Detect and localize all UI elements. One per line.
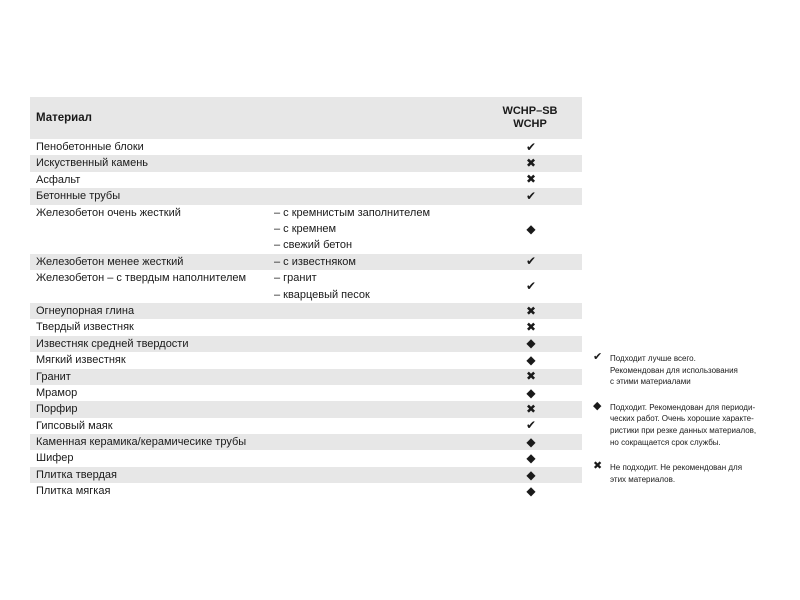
table-row xyxy=(30,369,582,385)
material-subtype: – с кремнем xyxy=(274,222,337,235)
table-row xyxy=(30,205,582,254)
diamond-icon: ◆ xyxy=(526,451,536,466)
cross-icon: ✖ xyxy=(525,401,537,416)
table-row xyxy=(30,385,582,401)
product-header-line1: WCHP–SB xyxy=(502,105,558,117)
legend-text xyxy=(610,462,793,485)
legend-text xyxy=(610,402,793,448)
material-name: Гранит xyxy=(36,370,71,383)
legend-item xyxy=(593,462,793,485)
product-column-header xyxy=(490,105,570,131)
material-name: Плитка твердая xyxy=(36,468,117,481)
material-subtypes xyxy=(274,270,370,303)
check-icon: ✔ xyxy=(525,254,537,269)
diamond-icon: ◆ xyxy=(526,385,536,400)
check-icon: ✔ xyxy=(525,139,537,154)
legend-line: но сокращается срок службы. xyxy=(610,437,721,447)
table-row xyxy=(30,172,582,188)
legend-text xyxy=(610,353,793,388)
diamond-icon: ◆ xyxy=(593,399,602,412)
legend-line: Не подходит. Не рекомендован для xyxy=(610,463,743,473)
material-subtypes xyxy=(274,205,430,254)
material-column-header: Материал xyxy=(36,112,92,124)
diamond-icon: ◆ xyxy=(526,483,536,498)
material-name: Мрамор xyxy=(36,386,78,399)
legend-line: Подходит. Рекомендован для периоди- xyxy=(610,402,756,412)
compatibility-table xyxy=(30,97,582,500)
material-name: Твердый известняк xyxy=(36,321,134,334)
table-row xyxy=(30,254,582,270)
diamond-icon: ◆ xyxy=(526,336,536,351)
legend xyxy=(593,353,793,499)
cross-icon: ✖ xyxy=(525,156,537,171)
material-name: Железобетон – с твердым наполнителем xyxy=(36,272,247,285)
table-header xyxy=(30,97,582,139)
table-row xyxy=(30,418,582,434)
diamond-icon: ◆ xyxy=(526,434,536,449)
material-name: Плитка мягкая xyxy=(36,485,111,498)
table-row xyxy=(30,483,582,499)
material-name: Известняк средней твердости xyxy=(36,337,189,350)
material-subtype: – с кремнистым заполнителем xyxy=(274,206,431,219)
legend-line: с этими материалами xyxy=(610,377,691,387)
material-subtype: – свежий бетон xyxy=(274,239,353,252)
material-name: Каменная керамика/керамичесике трубы xyxy=(36,436,247,449)
material-name: Шифер xyxy=(36,452,74,465)
legend-item xyxy=(593,399,793,448)
material-subtype: – кварцевый песок xyxy=(274,288,370,301)
legend-line: ческих работ. Очень хорошие характе- xyxy=(610,414,754,424)
cross-icon: ✖ xyxy=(593,460,603,473)
material-name: Пенобетонные блоки xyxy=(36,141,144,153)
table-body xyxy=(30,139,582,500)
material-subtype: – с известняком xyxy=(274,255,356,268)
table-row xyxy=(30,139,582,155)
table-row xyxy=(30,155,582,171)
material-name: Железобетон очень жесткий xyxy=(36,206,181,219)
check-icon: ✔ xyxy=(593,351,603,363)
check-icon: ✔ xyxy=(525,188,537,203)
material-name: Железобетон менее жесткий xyxy=(36,255,184,268)
product-header-line2: WCHP xyxy=(513,118,547,130)
material-name: Искуственный камень xyxy=(36,157,149,170)
table-row xyxy=(30,319,582,335)
legend-line: Подходит лучше всего. xyxy=(610,354,696,363)
table-row xyxy=(30,352,582,368)
table-row xyxy=(30,188,582,204)
table-row xyxy=(30,270,582,303)
legend-line: ристики при резке данных материалов, xyxy=(610,425,757,435)
diamond-icon: ◆ xyxy=(526,221,536,236)
table-row xyxy=(30,336,582,352)
material-subtypes xyxy=(274,254,356,270)
diamond-icon: ◆ xyxy=(526,352,536,367)
check-icon: ✔ xyxy=(525,279,537,294)
table-row xyxy=(30,450,582,466)
table-row xyxy=(30,303,582,319)
cross-icon: ✖ xyxy=(525,303,537,318)
check-icon: ✔ xyxy=(525,418,537,433)
table-row xyxy=(30,401,582,417)
legend-line: этих материалов. xyxy=(610,474,676,484)
material-name: Бетонные трубы xyxy=(36,190,121,203)
table-row xyxy=(30,434,582,450)
material-name: Порфир xyxy=(36,403,78,416)
diamond-icon: ◆ xyxy=(526,467,536,482)
material-subtype: – гранит xyxy=(274,272,317,285)
legend-item xyxy=(593,353,793,388)
cross-icon: ✖ xyxy=(525,320,537,335)
material-name: Асфальт xyxy=(36,173,81,186)
cross-icon: ✖ xyxy=(525,172,537,187)
table-row xyxy=(30,467,582,483)
material-name: Мягкий известняк xyxy=(36,354,126,367)
material-name: Гипсовый маяк xyxy=(36,419,113,432)
material-name: Огнеупорная глина xyxy=(36,304,135,317)
cross-icon: ✖ xyxy=(525,369,537,384)
legend-line: Рекомендован для использования xyxy=(610,365,738,375)
